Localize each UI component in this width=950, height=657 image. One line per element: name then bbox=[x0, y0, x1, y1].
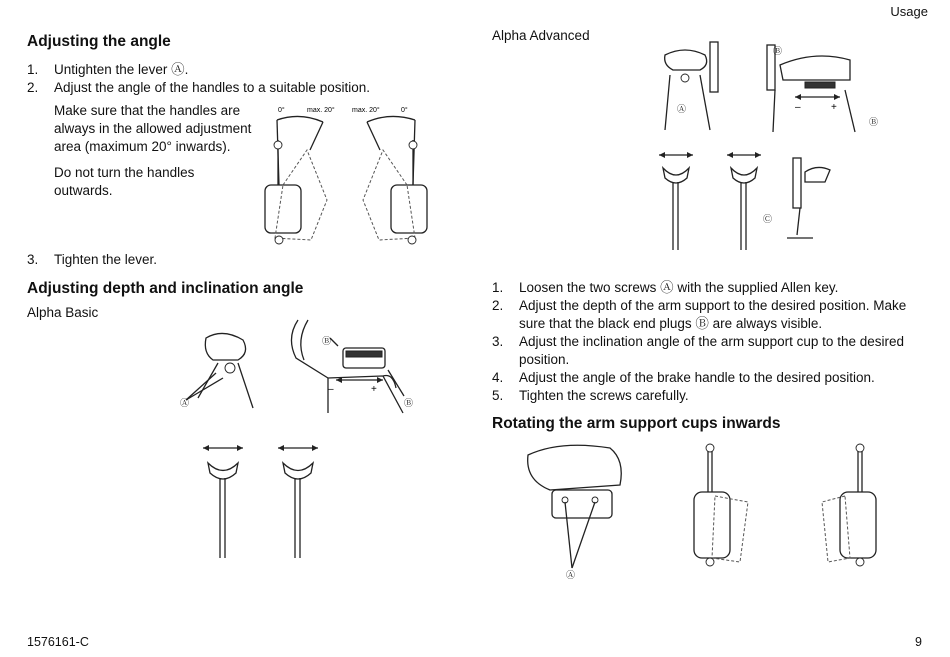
rotating-cups-illustration bbox=[520, 440, 900, 580]
callout-b-bottom: Ⓑ bbox=[869, 117, 879, 127]
doc-number: 1576161-C bbox=[27, 635, 89, 649]
heading-rotating-cups: Rotating the arm support cups inwards bbox=[492, 415, 781, 432]
callout-a: Ⓐ bbox=[677, 104, 687, 114]
label-minus: – bbox=[328, 384, 334, 395]
list-item: 3. Adjust the inclination angle of the arm support cup to the desired position. bbox=[492, 334, 904, 367]
label-zero-left: 0° bbox=[278, 107, 285, 114]
alpha-basic-illustration bbox=[178, 318, 428, 418]
list-item: 1. Loosen the two screws Ⓐ with the supplied Allen key. bbox=[492, 280, 839, 295]
list-item: 4. Adjust the angle of the brake handle to the desired position. bbox=[492, 370, 875, 385]
page-number: 9 bbox=[915, 635, 922, 649]
list-item: 1. Untighten the lever Ⓐ. bbox=[27, 62, 189, 77]
callout-b-bottom: Ⓑ bbox=[404, 398, 414, 408]
subtitle-alpha-advanced: Alpha Advanced bbox=[492, 28, 590, 43]
advanced-steps bbox=[492, 279, 922, 405]
callout-a: Ⓐ bbox=[180, 398, 190, 408]
label-plus: + bbox=[371, 384, 377, 395]
callout-b-top: Ⓑ bbox=[773, 46, 783, 56]
callout-a: Ⓐ bbox=[566, 570, 576, 580]
callout-c: Ⓒ bbox=[763, 214, 773, 224]
list-item: 3. Tighten the lever. bbox=[27, 252, 158, 267]
note-allowed-area: Make sure that the handles are always in the allowed adjustment area (maximum 20° inwards). bbox=[54, 103, 252, 154]
angle-steps bbox=[27, 61, 427, 97]
label-max-right: max. 20° bbox=[352, 107, 380, 114]
callout-b-top: Ⓑ bbox=[322, 336, 332, 346]
handle-angle-illustration bbox=[255, 100, 435, 250]
label-zero-right: 0° bbox=[401, 107, 408, 114]
alpha-basic-rotation-illustration bbox=[198, 443, 328, 563]
alpha-advanced-rotation-illustration bbox=[655, 150, 835, 255]
label-max-left: max. 20° bbox=[307, 107, 335, 114]
section-header: Usage bbox=[890, 4, 928, 19]
heading-depth-inclination: Adjusting depth and inclination angle bbox=[27, 280, 304, 297]
list-item: 5. Tighten the screws carefully. bbox=[492, 388, 689, 403]
label-minus: – bbox=[795, 102, 801, 113]
alpha-advanced-illustration bbox=[655, 40, 885, 135]
subtitle-alpha-basic: Alpha Basic bbox=[27, 305, 99, 320]
heading-adjusting-angle: Adjusting the angle bbox=[27, 33, 171, 50]
note-no-outward: Do not turn the handles outwards. bbox=[54, 165, 195, 198]
label-plus: + bbox=[831, 102, 837, 113]
angle-step-3 bbox=[27, 251, 427, 269]
list-item: 2. Adjust the depth of the arm support to the desired position. Make sure that the black end plugs Ⓑ are always visible. bbox=[492, 298, 907, 331]
list-item: 2. Adjust the angle of the handles to a suitable position. bbox=[27, 80, 370, 95]
